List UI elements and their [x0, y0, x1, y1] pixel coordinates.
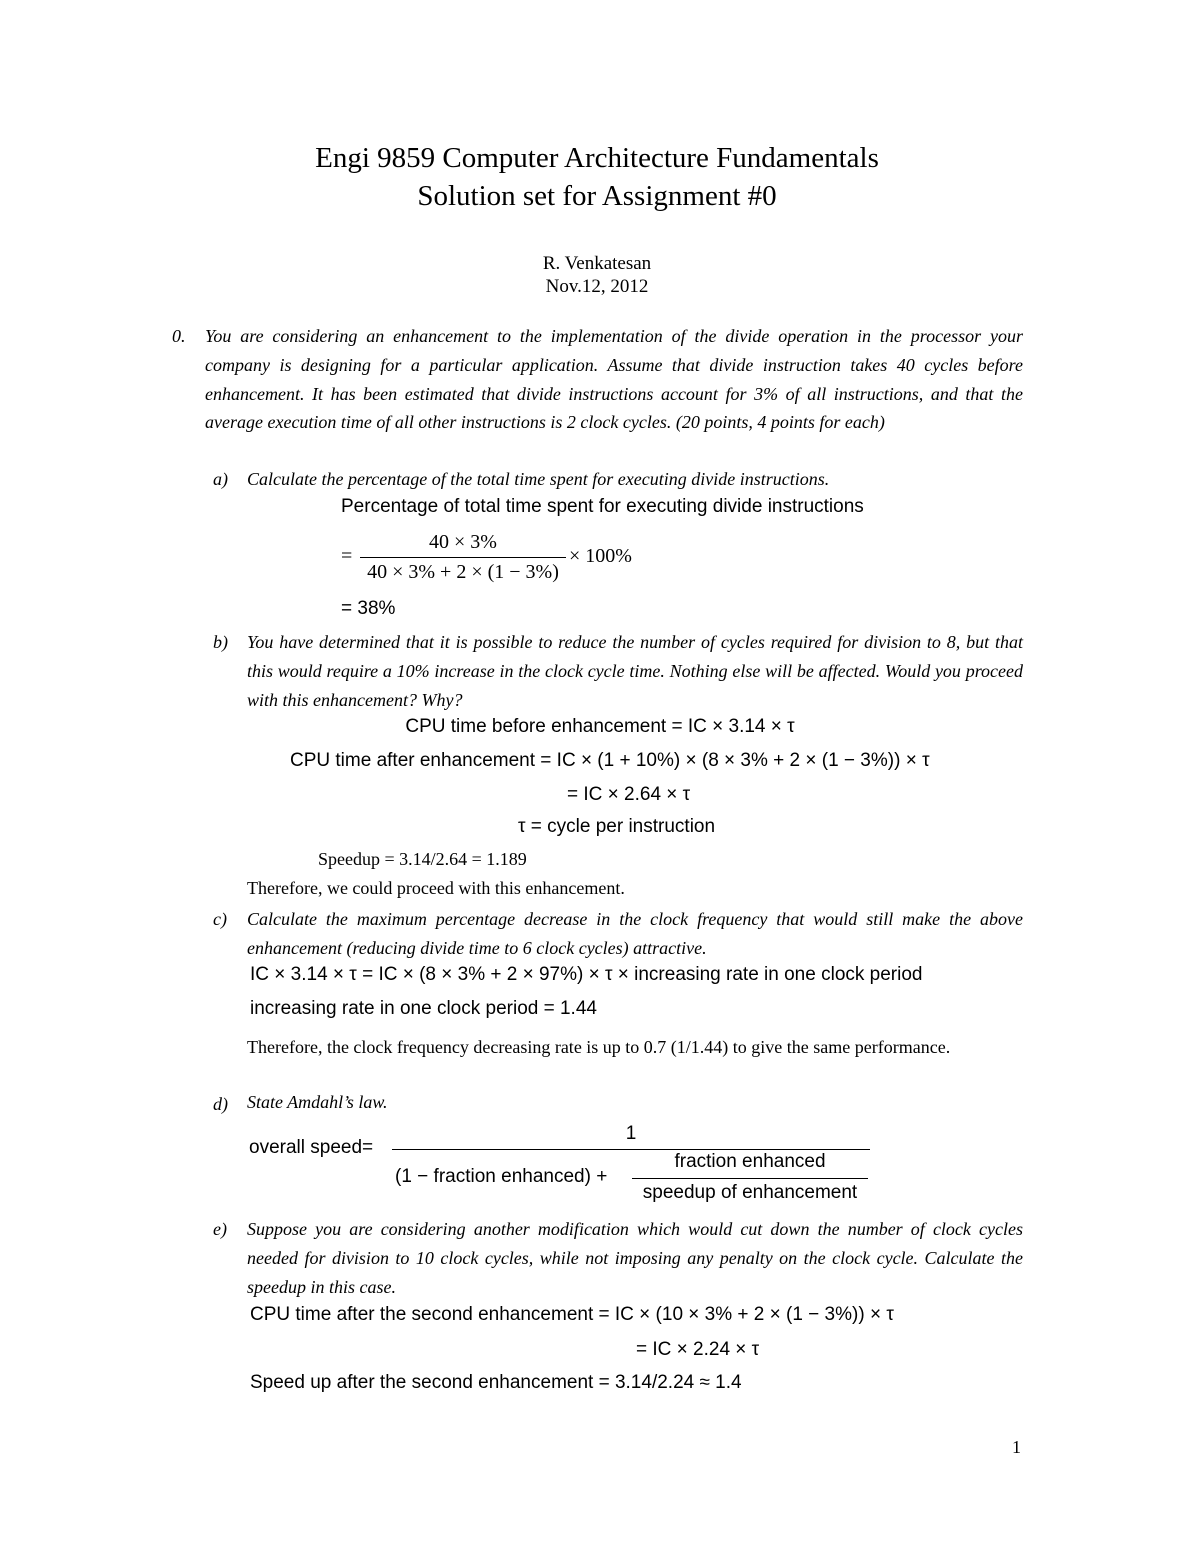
part-c-label: c) [213, 909, 227, 929]
page-number: 1 [1012, 1437, 1021, 1457]
part-b-line-3: = IC × 2.64 × τ [567, 784, 691, 805]
amdahl-lhs: overall speed= [249, 1137, 374, 1158]
part-b-conclusion: Therefore, we could proceed with this enhancement. [247, 878, 625, 898]
part-e-line-3: Speed up after the second enhancement = 3.14/2.24 ≈ 1.4 [250, 1372, 742, 1393]
question-text: You are considering an enhancement to the implementation of the divide operation in the processor your company is designing for a particular application. Assume that divide instruction takes 40 cycles before enhancement. It has been estimated that divide instructions account for 3% of all instructions, and that the average execution time of all other instructions is 2 clock cycles. (20 points, 4 points for each) [205, 326, 1023, 433]
part-e-line-1: CPU time after the second enhancement = IC × (10 × 3% + 2 × (1 − 3%)) × τ [250, 1304, 894, 1325]
amdahl-denominator-left: (1 − fraction enhanced) + [395, 1166, 608, 1187]
part-e-line-2: = IC × 2.24 × τ [636, 1339, 760, 1360]
part-b-line-2: CPU time after enhancement = IC × (1 + 10%) × (8 × 3% + 2 × (1 − 3%)) × τ [290, 750, 930, 771]
part-a-fraction-bar [360, 557, 566, 558]
part-e-question: Suppose you are considering another modification which would cut down the number of clock cycles needed for division to 10 clock cycles, while not imposing any penalty on the clock cycle. Calculate the speedup in this case. [247, 1219, 1023, 1297]
author: R. Venkatesan [542, 253, 652, 274]
amdahl-numerator: 1 [625, 1123, 637, 1144]
part-b-line-4: τ = cycle per instruction [518, 816, 716, 837]
amdahl-inner-fraction-bar [632, 1178, 868, 1179]
amdahl-inner-denominator: speedup of enhancement [642, 1182, 858, 1203]
part-d-label: d) [213, 1094, 228, 1114]
part-a-label: a) [213, 469, 228, 489]
part-a-result: = 38% [341, 598, 396, 619]
part-b-label: b) [213, 632, 228, 652]
part-b-speedup: Speedup = 3.14/2.64 = 1.189 [318, 849, 527, 869]
part-d-question: State Amdahl’s law. [247, 1092, 388, 1112]
question-number: 0. [172, 326, 186, 346]
part-c-question: Calculate the maximum percentage decrease in the clock frequency that would still make the above enhancement (reducing divide time to 6 clock cycles) attractive. [247, 909, 1023, 958]
part-a-heading: Percentage of total time spent for executing divide instructions [341, 496, 864, 517]
part-a-equals: = [341, 545, 353, 567]
title-line-2: Solution set for Assignment #0 [417, 180, 777, 212]
part-a-denominator: 40 × 3% + 2 × (1 − 3%) [367, 561, 559, 583]
part-c-conclusion: Therefore, the clock frequency decreasing rate is up to 0.7 (1/1.44) to give the same performance. [247, 1037, 951, 1057]
part-c-line-2: increasing rate in one clock period = 1.44 [250, 998, 597, 1019]
part-a-multiplier: × 100% [569, 545, 632, 567]
part-a-numerator: 40 × 3% [429, 531, 497, 553]
part-e-label: e) [213, 1219, 227, 1239]
date: Nov.12, 2012 [545, 276, 649, 297]
amdahl-inner-numerator: fraction enhanced [674, 1151, 826, 1172]
part-a-question: Calculate the percentage of the total time spent for executing divide instructions. [247, 469, 830, 489]
part-b-line-1: CPU time before enhancement = IC × 3.14 × τ [405, 716, 795, 737]
part-b-question: You have determined that it is possible to reduce the number of cycles required for division to 8, but that this would require a 10% increase in the clock cycle time. Nothing else will be affected. Would you proceed with this enhancement? Why? [247, 632, 1023, 710]
title-line-1: Engi 9859 Computer Architecture Fundamentals [315, 142, 879, 174]
amdahl-fraction-bar [392, 1149, 870, 1150]
part-c-line-1: IC × 3.14 × τ = IC × (8 × 3% + 2 × 97%) × τ × increasing rate in one clock period [250, 964, 923, 985]
